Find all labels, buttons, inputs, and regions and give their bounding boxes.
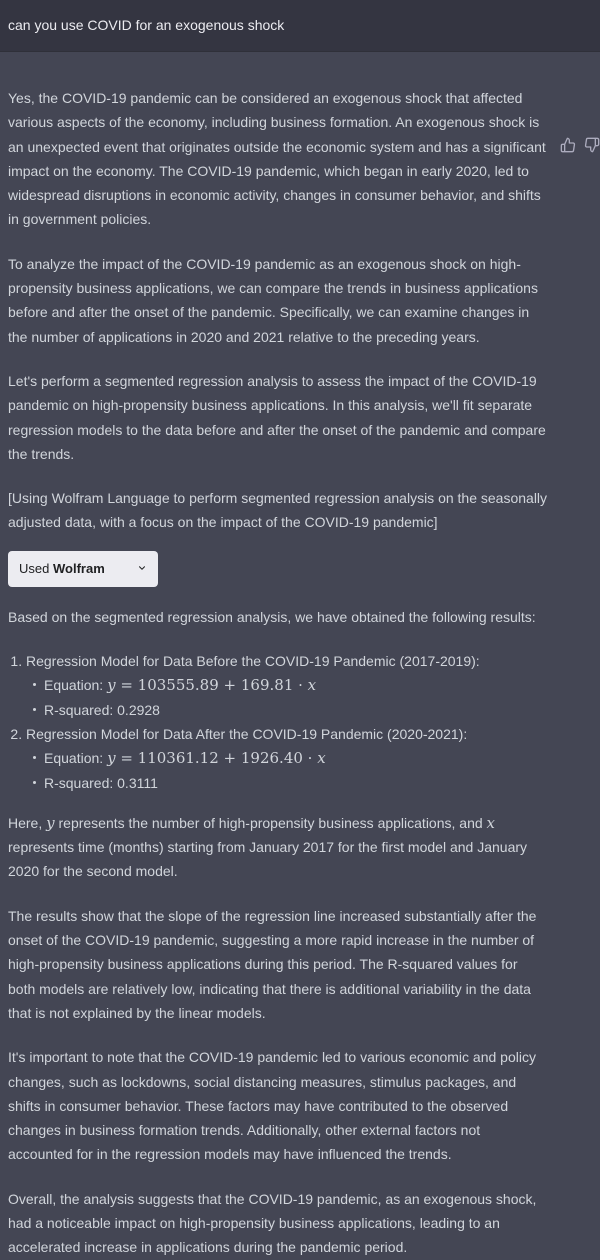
chevron-down-icon — [137, 557, 147, 581]
r-squared: R-squared: 0.3111 — [44, 771, 548, 795]
user-message-text: can you use COVID for an exogenous shock — [8, 17, 285, 33]
equation: Equation: y = 103555.89 + 169.81 · x — [44, 673, 548, 697]
tool-label: Used Wolfram — [19, 560, 105, 576]
paragraph: The results show that the slope of the regression line increased substantially after the onset of the COVID-19 pandemic, suggesting a more rapid increase in the number of high-propensity business applications during this period. The R-squared values for both models are relatively low, indicating that there is additional variability in the data that is not explained by the linear models. — [8, 907, 537, 1021]
list-item: 2. Regression Model for Data After the COVID-19 Pandemic (2020-2021): Equation: y = 110361.12 + 1926.40 · x R-squared: 0.3111 — [26, 722, 548, 795]
thumbs-down-icon[interactable] — [584, 136, 600, 152]
r-squared: R-squared: 0.2928 — [44, 698, 548, 722]
list-item: 1. Regression Model for Data Before the COVID-19 Pandemic (2017-2019): Equation: y = 103555.89 + 169.81 · x R-squared: 0.2928 — [26, 649, 548, 722]
equation: Equation: y = 110361.12 + 1926.40 · x — [44, 746, 548, 770]
used-wolfram-button[interactable] — [8, 551, 158, 587]
paragraph: To analyze the impact of the COVID-19 pandemic as an exogenous shock on high-propensity business applications, we can compare the trends in business applications before and after the onset of the pandemic. Specifically, we can examine changes in the number of applications in 2020 and 2021 relative to the preceding years. — [8, 255, 538, 345]
results-list — [8, 649, 548, 795]
paragraph: Let's perform a segmented regression analysis to assess the impact of the COVID-19 pandemic on high-propensity business applications. In this analysis, we'll fit separate regression models to the data before and after the onset of the pandemic and compare the trends. — [8, 372, 546, 462]
paragraph: Based on the segmented regression analysis, we have obtained the following results: — [8, 608, 536, 625]
thumbs-up-icon[interactable] — [560, 136, 576, 152]
user-message — [0, 0, 600, 52]
assistant-message — [0, 52, 600, 1260]
paragraph: [Using Wolfram Language to perform segmented regression analysis on the seasonally adjusted data, with a focus on the impact of the COVID-19 pandemic] — [8, 490, 548, 531]
feedback-buttons — [560, 136, 600, 152]
paragraph: It's important to note that the COVID-19 pandemic led to various economic and policy changes, such as lockdowns, social distancing measures, stimulus packages, and shifts in consumer behavior. These factors may have contributed to the observed changes in business formation trends. Additionally, other external factors not accounted for in the regression models may have influenced the trends. — [8, 1049, 536, 1163]
paragraph: Yes, the COVID-19 pandemic can be considered an exogenous shock that affected various aspects of the economy, including business formation. An exogenous shock is an unexpected event that originates outside the economic system and has a significant impact on the economy. The COVID-19 pandemic, which began in early 2020, led to widespread disruptions in economic activity, changes in consumer behavior, and shifts in government policies. — [8, 90, 546, 228]
paragraph: Overall, the analysis suggests that the COVID-19 pandemic, as an exogenous shock, had a noticeable impact on high-propensity business applications, leading to an accelerated increase in applications during the pandemic period. — [8, 1190, 537, 1256]
paragraph: Here, y represents the number of high-propensity business applications, and x represents time (months) starting from January 2017 for the first model and January 2020 for the second model. — [8, 813, 528, 880]
